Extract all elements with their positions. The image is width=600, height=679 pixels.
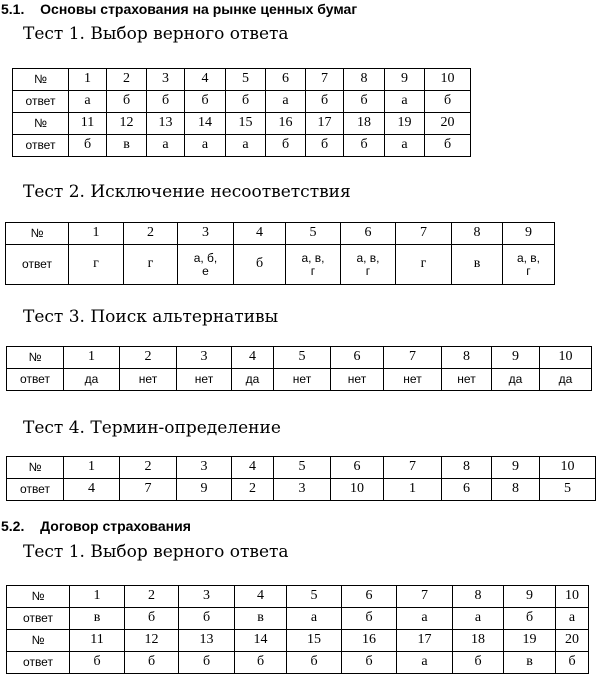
row-label-cell: № (7, 457, 64, 479)
question-number-cell: 3 (178, 223, 234, 245)
answer-cell: б (147, 91, 185, 113)
answer-cell: нет (384, 369, 442, 391)
answer-cell: б (179, 652, 235, 674)
question-number-cell: 5 (286, 223, 341, 245)
table-answer-row (7, 479, 596, 501)
answer-cell: 1 (384, 479, 442, 501)
question-number-cell: 8 (344, 69, 385, 91)
table-answer-row (6, 245, 555, 285)
question-number-cell: 9 (492, 347, 540, 369)
answer-cell: да (540, 369, 592, 391)
question-number-cell: 6 (331, 347, 384, 369)
answer-cell: б (306, 135, 344, 157)
answer-cell: 2 (232, 479, 274, 501)
answer-cell: а (385, 135, 425, 157)
answer-cell: 4 (64, 479, 120, 501)
question-number-cell: 9 (492, 457, 540, 479)
question-number-cell: 19 (504, 630, 556, 652)
section-title: Договор страхования (40, 518, 191, 534)
question-number-cell: 7 (306, 69, 344, 91)
question-number-cell: 6 (331, 457, 384, 479)
row-label-cell: № (7, 630, 70, 652)
table-header-row (7, 586, 589, 608)
answer-cell: в (452, 245, 503, 285)
question-number-cell: 9 (385, 69, 425, 91)
answer-cell: а (453, 608, 504, 630)
test-4-title: Тест 4. Термин-определение (23, 418, 281, 438)
answer-cell: г (69, 245, 124, 285)
answer-cell: а (385, 91, 425, 113)
answer-cell: а (266, 91, 306, 113)
answer-cell: в (107, 135, 147, 157)
answer-cell: да (232, 369, 274, 391)
question-number-cell: 9 (504, 586, 556, 608)
answer-cell: а, в, г (503, 245, 555, 285)
question-number-cell: 13 (147, 113, 185, 135)
question-number-cell: 8 (453, 586, 504, 608)
answer-cell: б (344, 91, 385, 113)
question-number-cell: 15 (226, 113, 266, 135)
test-1-title: Тест 1. Выбор верного ответа (23, 24, 289, 44)
answer-cell: б (235, 652, 287, 674)
table-header-row (13, 113, 471, 135)
question-number-cell: 1 (69, 223, 124, 245)
answer-cell: 10 (331, 479, 384, 501)
question-number-cell: 1 (64, 347, 120, 369)
answer-cell: а (185, 135, 226, 157)
answer-cell: нет (442, 369, 492, 391)
answer-cell: в (70, 608, 125, 630)
question-number-cell: 4 (235, 586, 287, 608)
answer-cell: б (453, 652, 504, 674)
question-number-cell: 1 (70, 586, 125, 608)
question-number-cell: 5 (274, 457, 331, 479)
answer-cell: в (235, 608, 287, 630)
answer-cell: б (344, 135, 385, 157)
table-header-row (7, 347, 592, 369)
question-number-cell: 13 (179, 630, 235, 652)
test-2-title: Тест 2. Исключение несоответствия (23, 182, 351, 202)
question-number-cell: 7 (384, 347, 442, 369)
question-number-cell: 5 (287, 586, 342, 608)
answer-cell: а (147, 135, 185, 157)
answer-cell: а (556, 608, 589, 630)
question-number-cell: 12 (107, 113, 147, 135)
answer-cell: б (226, 91, 266, 113)
row-label-cell: № (6, 223, 69, 245)
section-number: 5.2. (1, 518, 25, 534)
answer-cell: 7 (120, 479, 177, 501)
question-number-cell: 11 (69, 113, 107, 135)
answer-cell: нет (274, 369, 331, 391)
answer-cell: б (125, 608, 179, 630)
question-number-cell: 20 (556, 630, 589, 652)
question-number-cell: 2 (120, 457, 177, 479)
answer-cell: г (396, 245, 452, 285)
section-number: 5.1. (1, 1, 25, 17)
answer-cell: а (226, 135, 266, 157)
question-number-cell: 7 (396, 223, 452, 245)
answer-cell: б (125, 652, 179, 674)
test-3-title: Тест 3. Поиск альтернативы (23, 307, 279, 327)
question-number-cell: 6 (342, 586, 397, 608)
answer-cell: б (70, 652, 125, 674)
question-number-cell: 17 (306, 113, 344, 135)
question-number-cell: 4 (185, 69, 226, 91)
row-label-cell: № (7, 586, 70, 608)
question-number-cell: 7 (397, 586, 453, 608)
question-number-cell: 10 (425, 69, 471, 91)
question-number-cell: 19 (385, 113, 425, 135)
question-number-cell: 16 (266, 113, 306, 135)
row-label-cell: № (13, 69, 69, 91)
question-number-cell: 10 (540, 457, 596, 479)
answer-cell: б (234, 245, 286, 285)
question-number-cell: 4 (232, 347, 274, 369)
question-number-cell: 3 (147, 69, 185, 91)
question-number-cell: 2 (125, 586, 179, 608)
question-number-cell: 15 (287, 630, 342, 652)
question-number-cell: 1 (64, 457, 120, 479)
question-number-cell: 14 (185, 113, 226, 135)
answer-cell: г (124, 245, 178, 285)
test-3-table (6, 346, 592, 391)
answer-cell: 8 (492, 479, 540, 501)
test-1b-table (6, 585, 589, 674)
question-number-cell: 9 (503, 223, 555, 245)
answer-cell: б (69, 135, 107, 157)
table-header-row (7, 457, 596, 479)
answer-cell: б (556, 652, 589, 674)
answer-cell: в (504, 652, 556, 674)
answer-cell: б (107, 91, 147, 113)
answer-cell: а (287, 608, 342, 630)
answer-cell: а (397, 608, 453, 630)
row-label-cell: № (7, 347, 64, 369)
row-label-cell: ответ (6, 245, 69, 285)
table-answer-row (7, 608, 589, 630)
answer-cell: 6 (442, 479, 492, 501)
question-number-cell: 1 (69, 69, 107, 91)
test-1b-title: Тест 1. Выбор верного ответа (23, 542, 289, 562)
answer-cell: а (397, 652, 453, 674)
answer-cell: б (266, 135, 306, 157)
question-number-cell: 5 (274, 347, 331, 369)
question-number-cell: 5 (226, 69, 266, 91)
row-label-cell: ответ (13, 91, 69, 113)
answer-cell: нет (120, 369, 177, 391)
question-number-cell: 12 (125, 630, 179, 652)
question-number-cell: 3 (179, 586, 235, 608)
answer-cell: а, б, е (178, 245, 234, 285)
answer-cell: б (287, 652, 342, 674)
question-number-cell: 4 (232, 457, 274, 479)
question-number-cell: 10 (556, 586, 589, 608)
answer-cell: б (185, 91, 226, 113)
answer-cell: б (342, 608, 397, 630)
question-number-cell: 8 (452, 223, 503, 245)
row-label-cell: ответ (7, 608, 70, 630)
question-number-cell: 14 (235, 630, 287, 652)
test-4-table (6, 456, 596, 501)
question-number-cell: 16 (342, 630, 397, 652)
answer-cell: 3 (274, 479, 331, 501)
answer-cell: да (64, 369, 120, 391)
answer-cell: б (306, 91, 344, 113)
test-1-table (12, 68, 471, 157)
question-number-cell: 17 (397, 630, 453, 652)
question-number-cell: 7 (384, 457, 442, 479)
row-label-cell: ответ (13, 135, 69, 157)
question-number-cell: 2 (120, 347, 177, 369)
question-number-cell: 4 (234, 223, 286, 245)
question-number-cell: 20 (425, 113, 471, 135)
answer-cell: 9 (177, 479, 232, 501)
table-answer-row (7, 369, 592, 391)
answer-cell: б (425, 91, 471, 113)
section-heading-5-2 (1, 518, 191, 534)
question-number-cell: 2 (124, 223, 178, 245)
row-label-cell: № (13, 113, 69, 135)
question-number-cell: 18 (344, 113, 385, 135)
section-heading-5-1 (1, 1, 357, 17)
question-number-cell: 3 (177, 347, 232, 369)
table-header-row (6, 223, 555, 245)
answer-cell: да (492, 369, 540, 391)
question-number-cell: 6 (266, 69, 306, 91)
table-answer-row (7, 652, 589, 674)
answer-cell: а, в, г (341, 245, 396, 285)
answer-cell: б (504, 608, 556, 630)
answer-cell: б (342, 652, 397, 674)
section-title: Основы страхования на рынке ценных бумаг (40, 1, 358, 17)
answer-cell: нет (331, 369, 384, 391)
question-number-cell: 11 (70, 630, 125, 652)
question-number-cell: 6 (341, 223, 396, 245)
answer-cell: а, в, г (286, 245, 341, 285)
answer-cell: б (179, 608, 235, 630)
question-number-cell: 10 (540, 347, 592, 369)
answer-cell: б (425, 135, 471, 157)
row-label-cell: ответ (7, 652, 70, 674)
question-number-cell: 2 (107, 69, 147, 91)
answer-cell: нет (177, 369, 232, 391)
row-label-cell: ответ (7, 369, 64, 391)
question-number-cell: 8 (442, 347, 492, 369)
answer-cell: а (69, 91, 107, 113)
question-number-cell: 8 (442, 457, 492, 479)
row-label-cell: ответ (7, 479, 64, 501)
question-number-cell: 3 (177, 457, 232, 479)
answer-cell: 5 (540, 479, 596, 501)
test-2-table (5, 222, 555, 285)
table-answer-row (13, 91, 471, 113)
table-answer-row (13, 135, 471, 157)
question-number-cell: 18 (453, 630, 504, 652)
table-header-row (13, 69, 471, 91)
table-header-row (7, 630, 589, 652)
